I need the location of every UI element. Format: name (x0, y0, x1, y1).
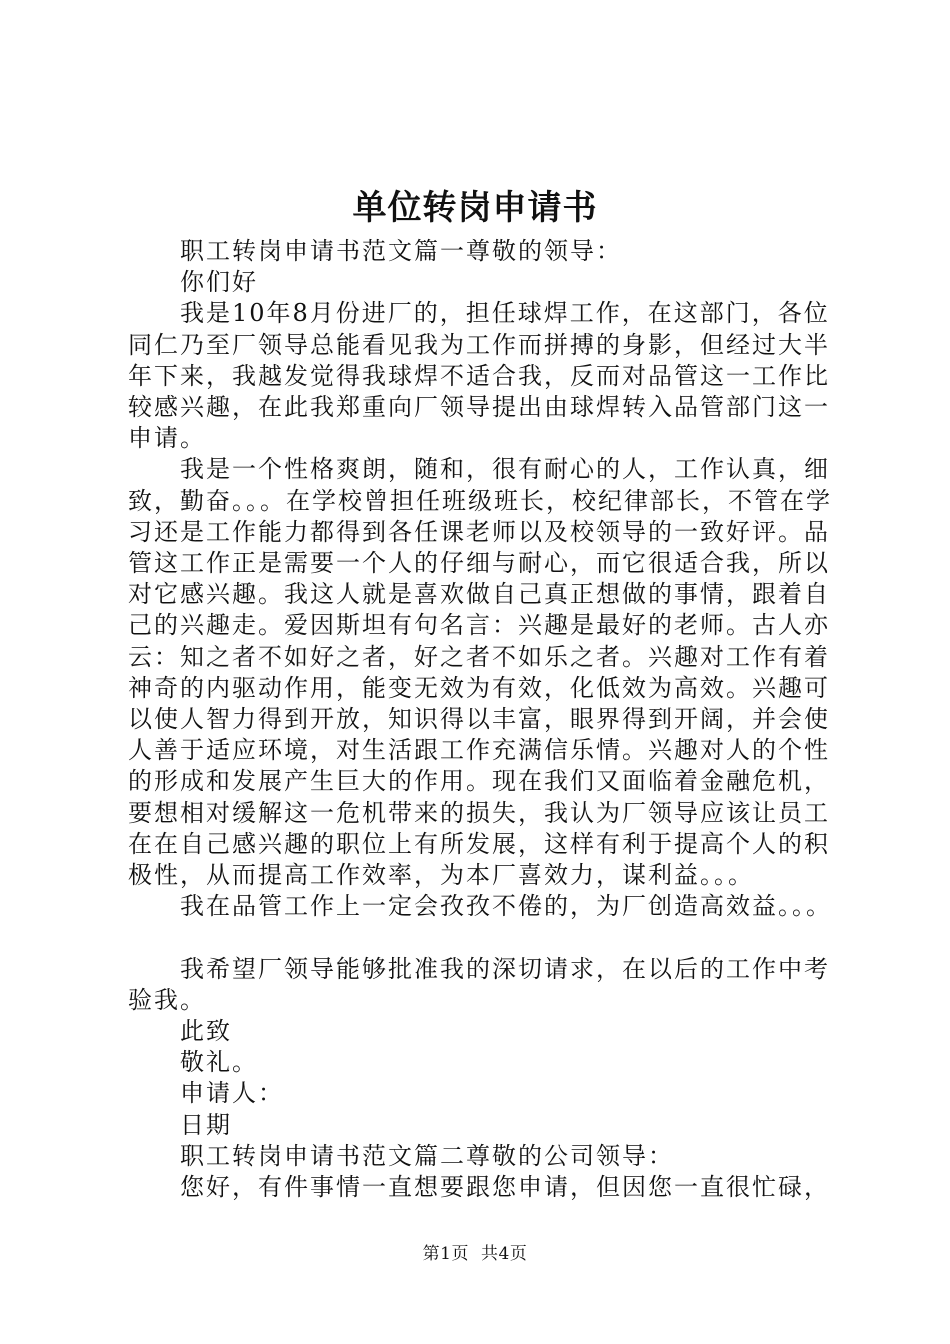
blank-line (128, 922, 840, 953)
paragraph-qualifications: 我是一个性格爽朗，随和，很有耐心的人，工作认真，细致，勤奋。。。在学校曾担任班级班长，校纪律部长，不管在学习还是工作能力都得到各任课老师以及校领导的一致好评。品管这工作正是需要一个人的仔细与耐心，而它很适合我，所以对它感兴趣。我这人就是喜欢做自己真正想做的事情，跟着自己的兴趣走。爱因斯坦有句名言：兴趣是最好的老师。古人亦云：知之者不如好之者，好之者不如乐之者。兴趣对工作有着神奇的内驱动作用，能变无效为有效，化低效为高效。兴趣可以使人智力得到开放，知识得以丰富，眼界得到开阔，并会使人善于适应环境，对生活跟工作充满信乐情。兴趣对人的个性的形成和发展产生巨大的作用。现在我们又面临着金融危机，要想相对缓解这一危机带来的损失，我认为厂领导应该让员工在在自己感兴趣的职位上有所发展，这样有利于提高个人的积极性，从而提高工作效率，为本厂喜效力，谋利益。。。 (128, 455, 832, 890)
paragraph-salutation-1: 职工转岗申请书范文篇一尊敬的领导： (180, 237, 622, 265)
applicant-label: 申请人： (180, 1079, 284, 1108)
date-label: 日期 (180, 1110, 232, 1139)
paragraph-commitment: 我在品管工作上一定会孜孜不倦的，为厂创造高效益。。。 (180, 892, 832, 921)
paragraph-request: 我希望厂领导能够批准我的深切请求，在以后的工作中考验我。 (128, 954, 830, 1014)
page-number: 第1页 (422, 1244, 469, 1264)
paragraph-salutation-2: 职工转岗申请书范文篇二尊敬的公司领导： (180, 1141, 674, 1170)
page-footer (0, 1243, 950, 1265)
paragraph-intro: 我是10年8月份进厂的，担任球焊工作，在这部门，各位同仁乃至厂领导总能看见我为工作而拼搏的身影，但经过大半年下来，我越发觉得我球焊不适合我，反而对品管这一工作比较感兴趣，在此我郑重向厂领导提出由球焊转入品管部门这一申请。 (128, 299, 830, 453)
closing-jingli: 敬礼。 (180, 1048, 258, 1077)
document-body (128, 236, 840, 1203)
page-total: 共4页 (481, 1244, 528, 1264)
paragraph-greeting-1: 你们好 (180, 268, 258, 297)
closing-cizhi: 此致 (180, 1017, 232, 1046)
paragraph-greeting-2: 您好，有件事情一直想要跟您申请，但因您一直很忙碌， (180, 1173, 830, 1202)
page-title: 单位转岗申请书 (352, 188, 598, 228)
